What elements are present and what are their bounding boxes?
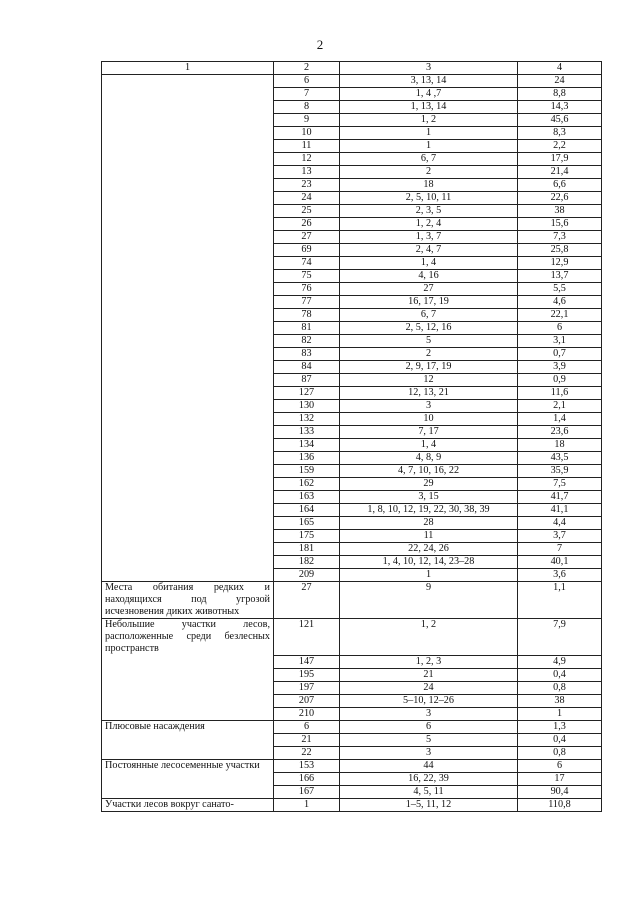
area-value: 38 (518, 694, 602, 707)
kvartal-number: 6 (274, 720, 340, 733)
area-value: 41,7 (518, 491, 602, 504)
area-value: 0,4 (518, 668, 602, 681)
vydel-numbers: 27 (340, 283, 518, 296)
table-row (102, 426, 602, 439)
area-value: 18 (518, 439, 602, 452)
vydel-numbers: 5 (340, 733, 518, 746)
kvartal-number: 27 (274, 231, 340, 244)
vydel-numbers: 11 (340, 530, 518, 543)
kvartal-number: 77 (274, 296, 340, 309)
kvartal-number: 181 (274, 543, 340, 556)
category-label: Постоянные лесосеменные участки (102, 759, 274, 772)
table-row (102, 114, 602, 127)
header-col-4: 4 (518, 62, 602, 75)
kvartal-number: 136 (274, 452, 340, 465)
table-row (102, 101, 602, 114)
area-value: 21,4 (518, 166, 602, 179)
category-cell-empty (102, 153, 274, 166)
area-value: 38 (518, 205, 602, 218)
kvartal-number: 209 (274, 569, 340, 582)
area-value: 6 (518, 759, 602, 772)
category-cell-empty (102, 114, 274, 127)
header-row (102, 62, 602, 75)
area-value: 24 (518, 75, 602, 88)
kvartal-number: 127 (274, 387, 340, 400)
vydel-numbers: 18 (340, 179, 518, 192)
category-cell-continued (102, 772, 274, 785)
kvartal-number: 159 (274, 465, 340, 478)
category-label: Места обитания редких и находящихся под угрозой исчезновения диких животных (102, 582, 274, 619)
vydel-numbers: 2, 4, 7 (340, 244, 518, 257)
vydel-numbers: 1 (340, 140, 518, 153)
category-cell-continued (102, 746, 274, 759)
kvartal-number: 130 (274, 400, 340, 413)
table-row (102, 694, 602, 707)
table-row (102, 517, 602, 530)
category-label: Участки лесов вокруг санато- (102, 798, 274, 811)
table-row (102, 400, 602, 413)
table-row (102, 668, 602, 681)
table-row (102, 504, 602, 517)
data-table (101, 61, 602, 812)
kvartal-number: 74 (274, 257, 340, 270)
area-value: 4,4 (518, 517, 602, 530)
area-value: 6,6 (518, 179, 602, 192)
table-row (102, 374, 602, 387)
area-value: 4,9 (518, 655, 602, 668)
vydel-numbers: 3 (340, 746, 518, 759)
category-label: Плюсовые насаждения (102, 720, 274, 733)
table-row (102, 283, 602, 296)
category-label: Небольшие участки лесов, расположенные среди безлесных пространств (102, 619, 274, 656)
vydel-numbers: 6 (340, 720, 518, 733)
kvartal-number: 9 (274, 114, 340, 127)
vydel-numbers: 6, 7 (340, 309, 518, 322)
area-value: 6 (518, 322, 602, 335)
table-row (102, 720, 602, 733)
table-row (102, 478, 602, 491)
area-value: 0,8 (518, 746, 602, 759)
table-row (102, 707, 602, 720)
table-row (102, 244, 602, 257)
table-row (102, 205, 602, 218)
area-value: 14,3 (518, 101, 602, 114)
vydel-numbers: 28 (340, 517, 518, 530)
area-value: 23,6 (518, 426, 602, 439)
category-cell-empty (102, 309, 274, 322)
area-value: 3,7 (518, 530, 602, 543)
area-value: 35,9 (518, 465, 602, 478)
area-value: 2,2 (518, 140, 602, 153)
area-value: 3,9 (518, 361, 602, 374)
area-value: 25,8 (518, 244, 602, 257)
category-cell-empty (102, 452, 274, 465)
category-cell-continued (102, 694, 274, 707)
category-cell-empty (102, 374, 274, 387)
area-value: 0,4 (518, 733, 602, 746)
area-value: 15,6 (518, 218, 602, 231)
table-row (102, 452, 602, 465)
table-row (102, 759, 602, 772)
category-cell-continued (102, 707, 274, 720)
table-row (102, 465, 602, 478)
area-value: 40,1 (518, 556, 602, 569)
vydel-numbers: 1, 3, 7 (340, 231, 518, 244)
area-value: 7,5 (518, 478, 602, 491)
vydel-numbers: 1 (340, 569, 518, 582)
kvartal-number: 76 (274, 283, 340, 296)
vydel-numbers: 3 (340, 707, 518, 720)
header-col-1: 1 (102, 62, 274, 75)
category-cell-empty (102, 231, 274, 244)
kvartal-number: 7 (274, 88, 340, 101)
table-row (102, 439, 602, 452)
vydel-numbers: 1, 2 (340, 114, 518, 127)
vydel-numbers: 1, 2 (340, 619, 518, 656)
kvartal-number: 121 (274, 619, 340, 656)
area-value: 4,6 (518, 296, 602, 309)
kvartal-number: 78 (274, 309, 340, 322)
table-row (102, 218, 602, 231)
kvartal-number: 132 (274, 413, 340, 426)
table-row (102, 257, 602, 270)
table-row (102, 681, 602, 694)
category-cell-empty (102, 517, 274, 530)
kvartal-number: 175 (274, 530, 340, 543)
category-cell-continued (102, 681, 274, 694)
kvartal-number: 165 (274, 517, 340, 530)
category-cell-empty (102, 244, 274, 257)
category-cell-continued (102, 668, 274, 681)
category-cell-empty (102, 504, 274, 517)
vydel-numbers: 1 (340, 127, 518, 140)
area-value: 41,1 (518, 504, 602, 517)
area-value: 1,1 (518, 582, 602, 619)
table-row (102, 348, 602, 361)
table-row (102, 413, 602, 426)
category-cell-empty (102, 400, 274, 413)
category-cell-empty (102, 556, 274, 569)
vydel-numbers: 5 (340, 335, 518, 348)
table-row (102, 569, 602, 582)
kvartal-number: 27 (274, 582, 340, 619)
area-value: 5,5 (518, 283, 602, 296)
table-row (102, 179, 602, 192)
kvartal-number: 21 (274, 733, 340, 746)
kvartal-number: 84 (274, 361, 340, 374)
category-cell-empty (102, 205, 274, 218)
area-value: 17 (518, 772, 602, 785)
area-value: 7,3 (518, 231, 602, 244)
vydel-numbers: 21 (340, 668, 518, 681)
area-value: 2,1 (518, 400, 602, 413)
table-row (102, 270, 602, 283)
kvartal-number: 210 (274, 707, 340, 720)
category-cell-empty (102, 569, 274, 582)
category-cell-empty (102, 127, 274, 140)
area-value: 1 (518, 707, 602, 720)
area-value: 12,9 (518, 257, 602, 270)
area-value: 0,7 (518, 348, 602, 361)
vydel-numbers: 3 (340, 400, 518, 413)
category-cell-empty (102, 335, 274, 348)
category-cell-empty (102, 296, 274, 309)
area-value: 8,8 (518, 88, 602, 101)
table-row (102, 88, 602, 101)
table-row (102, 543, 602, 556)
category-cell-empty (102, 218, 274, 231)
kvartal-number: 13 (274, 166, 340, 179)
category-cell-empty (102, 543, 274, 556)
vydel-numbers: 1, 4, 10, 12, 14, 23–28 (340, 556, 518, 569)
area-value: 1,4 (518, 413, 602, 426)
category-cell-empty (102, 387, 274, 400)
area-value: 0,8 (518, 681, 602, 694)
vydel-numbers: 1, 2, 3 (340, 655, 518, 668)
table-row (102, 798, 602, 811)
kvartal-number: 167 (274, 785, 340, 798)
category-cell-empty (102, 413, 274, 426)
vydel-numbers: 1, 4 (340, 439, 518, 452)
table-row (102, 335, 602, 348)
vydel-numbers: 1, 13, 14 (340, 101, 518, 114)
vydel-numbers: 6, 7 (340, 153, 518, 166)
table-row (102, 772, 602, 785)
area-value: 7 (518, 543, 602, 556)
category-cell-empty (102, 192, 274, 205)
table-row (102, 387, 602, 400)
table-row (102, 309, 602, 322)
header-col-2: 2 (274, 62, 340, 75)
kvartal-number: 83 (274, 348, 340, 361)
vydel-numbers: 3, 15 (340, 491, 518, 504)
kvartal-number: 75 (274, 270, 340, 283)
category-cell-continued (102, 785, 274, 798)
vydel-numbers: 4, 5, 11 (340, 785, 518, 798)
category-cell-empty (102, 426, 274, 439)
category-cell-empty (102, 283, 274, 296)
vydel-numbers: 4, 7, 10, 16, 22 (340, 465, 518, 478)
vydel-numbers: 1, 4 (340, 257, 518, 270)
kvartal-number: 87 (274, 374, 340, 387)
vydel-numbers: 12, 13, 21 (340, 387, 518, 400)
table-row (102, 733, 602, 746)
category-cell-empty (102, 179, 274, 192)
area-value: 13,7 (518, 270, 602, 283)
vydel-numbers: 2, 9, 17, 19 (340, 361, 518, 374)
vydel-numbers: 2, 5, 10, 11 (340, 192, 518, 205)
vydel-numbers: 1, 2, 4 (340, 218, 518, 231)
category-cell-empty (102, 322, 274, 335)
kvartal-number: 195 (274, 668, 340, 681)
category-cell-empty (102, 88, 274, 101)
vydel-numbers: 24 (340, 681, 518, 694)
kvartal-number: 8 (274, 101, 340, 114)
vydel-numbers: 2, 3, 5 (340, 205, 518, 218)
table-row (102, 556, 602, 569)
category-cell-empty (102, 348, 274, 361)
vydel-numbers: 5–10, 12–26 (340, 694, 518, 707)
vydel-numbers: 4, 8, 9 (340, 452, 518, 465)
area-value: 0,9 (518, 374, 602, 387)
kvartal-number: 12 (274, 153, 340, 166)
table-row (102, 296, 602, 309)
vydel-numbers: 29 (340, 478, 518, 491)
page-number: 2 (316, 37, 324, 52)
table-row (102, 192, 602, 205)
category-cell-empty (102, 140, 274, 153)
kvartal-number: 22 (274, 746, 340, 759)
category-cell-empty (102, 101, 274, 114)
area-value: 17,9 (518, 153, 602, 166)
kvartal-number: 164 (274, 504, 340, 517)
kvartal-number: 182 (274, 556, 340, 569)
kvartal-number: 11 (274, 140, 340, 153)
kvartal-number: 207 (274, 694, 340, 707)
vydel-numbers: 2 (340, 166, 518, 179)
area-value: 45,6 (518, 114, 602, 127)
category-cell-empty (102, 270, 274, 283)
vydel-numbers: 9 (340, 582, 518, 619)
table-row (102, 785, 602, 798)
table-row (102, 619, 602, 656)
vydel-numbers: 16, 22, 39 (340, 772, 518, 785)
vydel-numbers: 1, 8, 10, 12, 19, 22, 30, 38, 39 (340, 504, 518, 517)
vydel-numbers: 44 (340, 759, 518, 772)
area-value: 1,3 (518, 720, 602, 733)
table-row (102, 361, 602, 374)
area-value: 3,6 (518, 569, 602, 582)
vydel-numbers: 1, 4 ,7 (340, 88, 518, 101)
kvartal-number: 24 (274, 192, 340, 205)
table-row (102, 75, 602, 88)
table-row (102, 322, 602, 335)
area-value: 22,6 (518, 192, 602, 205)
header-col-3: 3 (340, 62, 518, 75)
kvartal-number: 26 (274, 218, 340, 231)
kvartal-number: 6 (274, 75, 340, 88)
kvartal-number: 69 (274, 244, 340, 257)
kvartal-number: 82 (274, 335, 340, 348)
table-row (102, 655, 602, 668)
table-row (102, 166, 602, 179)
category-cell-empty (102, 439, 274, 452)
category-cell-continued (102, 655, 274, 668)
area-value: 7,9 (518, 619, 602, 656)
category-cell-empty (102, 166, 274, 179)
vydel-numbers: 16, 17, 19 (340, 296, 518, 309)
area-value: 90,4 (518, 785, 602, 798)
kvartal-number: 25 (274, 205, 340, 218)
kvartal-number: 134 (274, 439, 340, 452)
category-cell-empty (102, 530, 274, 543)
category-cell-empty (102, 75, 274, 88)
table-row (102, 127, 602, 140)
category-cell-empty (102, 361, 274, 374)
vydel-numbers: 2, 5, 12, 16 (340, 322, 518, 335)
table-row (102, 231, 602, 244)
area-value: 3,1 (518, 335, 602, 348)
table-row (102, 582, 602, 619)
kvartal-number: 166 (274, 772, 340, 785)
kvartal-number: 147 (274, 655, 340, 668)
kvartal-number: 10 (274, 127, 340, 140)
category-cell-continued (102, 733, 274, 746)
vydel-numbers: 22, 24, 26 (340, 543, 518, 556)
vydel-numbers: 2 (340, 348, 518, 361)
area-value: 8,3 (518, 127, 602, 140)
category-cell-empty (102, 478, 274, 491)
table-row (102, 530, 602, 543)
area-value: 110,8 (518, 798, 602, 811)
area-value: 11,6 (518, 387, 602, 400)
table-row (102, 746, 602, 759)
area-value: 22,1 (518, 309, 602, 322)
table-row (102, 491, 602, 504)
category-cell-empty (102, 257, 274, 270)
vydel-numbers: 12 (340, 374, 518, 387)
vydel-numbers: 10 (340, 413, 518, 426)
vydel-numbers: 4, 16 (340, 270, 518, 283)
kvartal-number: 163 (274, 491, 340, 504)
vydel-numbers: 7, 17 (340, 426, 518, 439)
category-cell-empty (102, 491, 274, 504)
kvartal-number: 1 (274, 798, 340, 811)
area-value: 43,5 (518, 452, 602, 465)
vydel-numbers: 3, 13, 14 (340, 75, 518, 88)
category-cell-empty (102, 465, 274, 478)
kvartal-number: 81 (274, 322, 340, 335)
table-row (102, 153, 602, 166)
kvartal-number: 153 (274, 759, 340, 772)
kvartal-number: 23 (274, 179, 340, 192)
table-body (102, 75, 602, 812)
vydel-numbers: 1–5, 11, 12 (340, 798, 518, 811)
kvartal-number: 162 (274, 478, 340, 491)
kvartal-number: 197 (274, 681, 340, 694)
kvartal-number: 133 (274, 426, 340, 439)
table-row (102, 140, 602, 153)
